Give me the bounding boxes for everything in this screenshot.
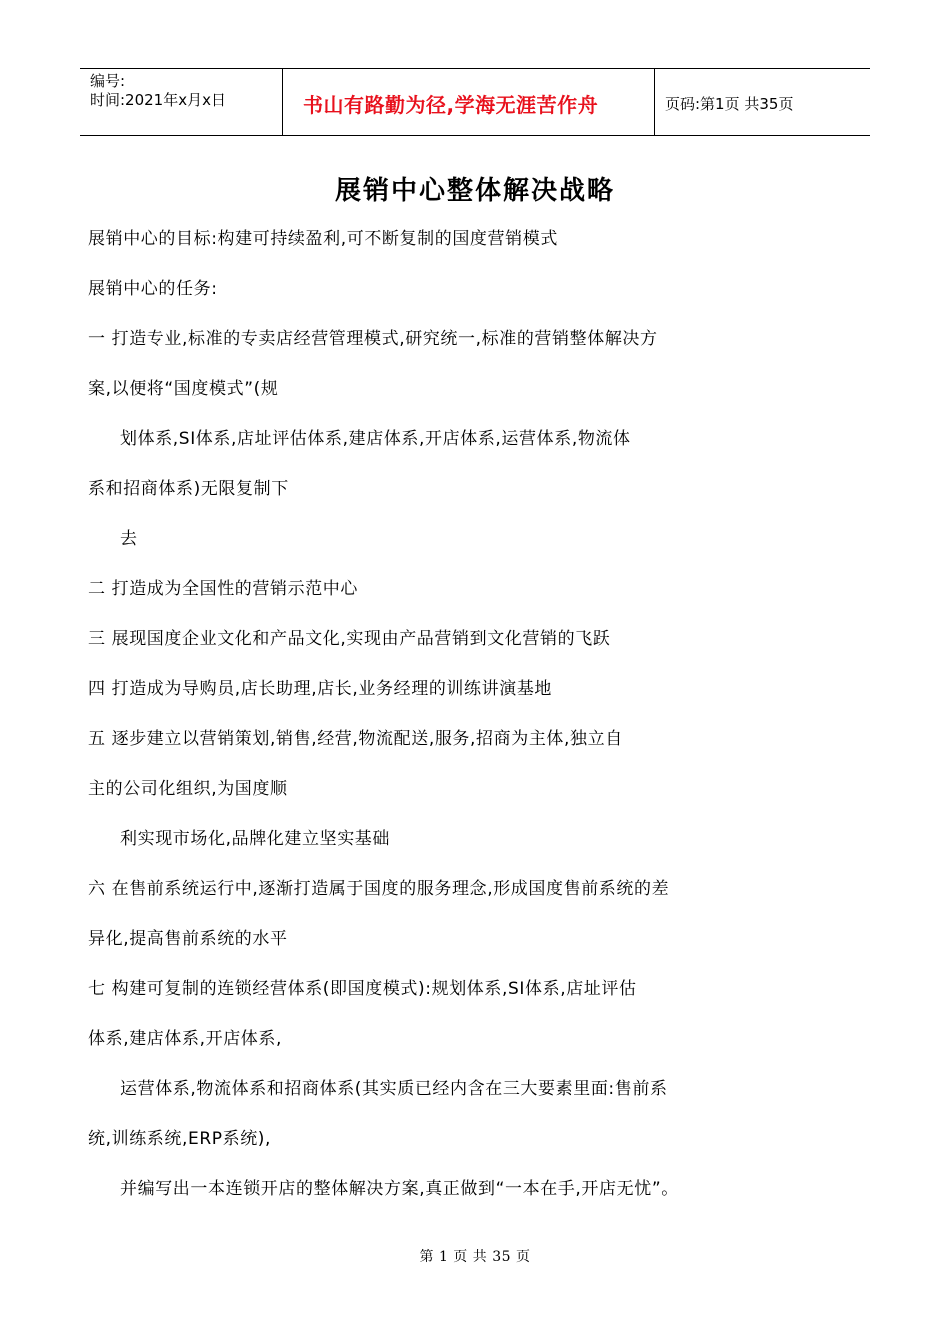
body-line: 七 构建可复制的连锁经营体系(即国度模式):规划体系,SI体系,店址评估 <box>88 979 637 999</box>
body-line: 系和招商体系)无限复制下 <box>88 479 289 499</box>
body-line: 统,训练系统,ERP系统), <box>88 1129 272 1149</box>
motto-text: 书山有路勤为径,学海无涯苦作舟 <box>303 93 599 117</box>
page-footer: 第 1 页 共 35 页 <box>419 1249 531 1265</box>
document-title: 展销中心整体解决战略 <box>334 176 615 206</box>
body-line: 划体系,SI体系,店址评估体系,建店体系,开店体系,运营体系,物流体 <box>120 429 631 449</box>
body-line: 利实现市场化,品牌化建立坚实基础 <box>120 829 391 849</box>
document-header <box>80 68 870 136</box>
body-line: 运营体系,物流体系和招商体系(其实质已经内含在三大要素里面:售前系 <box>120 1079 668 1099</box>
document-number-label: 编号: <box>90 72 126 90</box>
body-line: 展销中心的任务: <box>88 279 218 299</box>
header-meta <box>80 69 282 135</box>
body-line: 主的公司化组织,为国度顺 <box>88 779 288 799</box>
body-line: 二 打造成为全国性的营销示范中心 <box>88 579 359 599</box>
body-line: 异化,提高售前系统的水平 <box>88 929 288 949</box>
body-line: 五 逐步建立以营销策划,销售,经营,物流配送,服务,招商为主体,独立自 <box>88 729 623 749</box>
document-date-label: 时间:2021年x月x日 <box>90 91 226 109</box>
body-line: 案,以便将“国度模式”(规 <box>88 379 279 399</box>
body-line: 并编写出一本连锁开店的整体解决方案,真正做到“一本在手,开店无忧”。 <box>120 1179 679 1199</box>
body-line: 三 展现国度企业文化和产品文化,实现由产品营销到文化营销的飞跃 <box>88 629 611 649</box>
header-page-info <box>655 69 870 135</box>
body-line: 四 打造成为导购员,店长助理,店长,业务经理的训练讲演基地 <box>88 679 553 699</box>
page-number-label: 页码:第1页 共35页 <box>665 95 794 113</box>
header-motto <box>282 69 655 135</box>
body-line: 去 <box>120 529 138 549</box>
body-line: 体系,建店体系,开店体系, <box>88 1029 283 1049</box>
body-line: 一 打造专业,标准的专卖店经营管理模式,研究统一,标准的营销整体解决方 <box>88 329 658 349</box>
body-line: 展销中心的目标:构建可持续盈利,可不断复制的国度营销模式 <box>88 229 558 249</box>
body-line: 六 在售前系统运行中,逐渐打造属于国度的服务理念,形成国度售前系统的差 <box>88 879 670 899</box>
